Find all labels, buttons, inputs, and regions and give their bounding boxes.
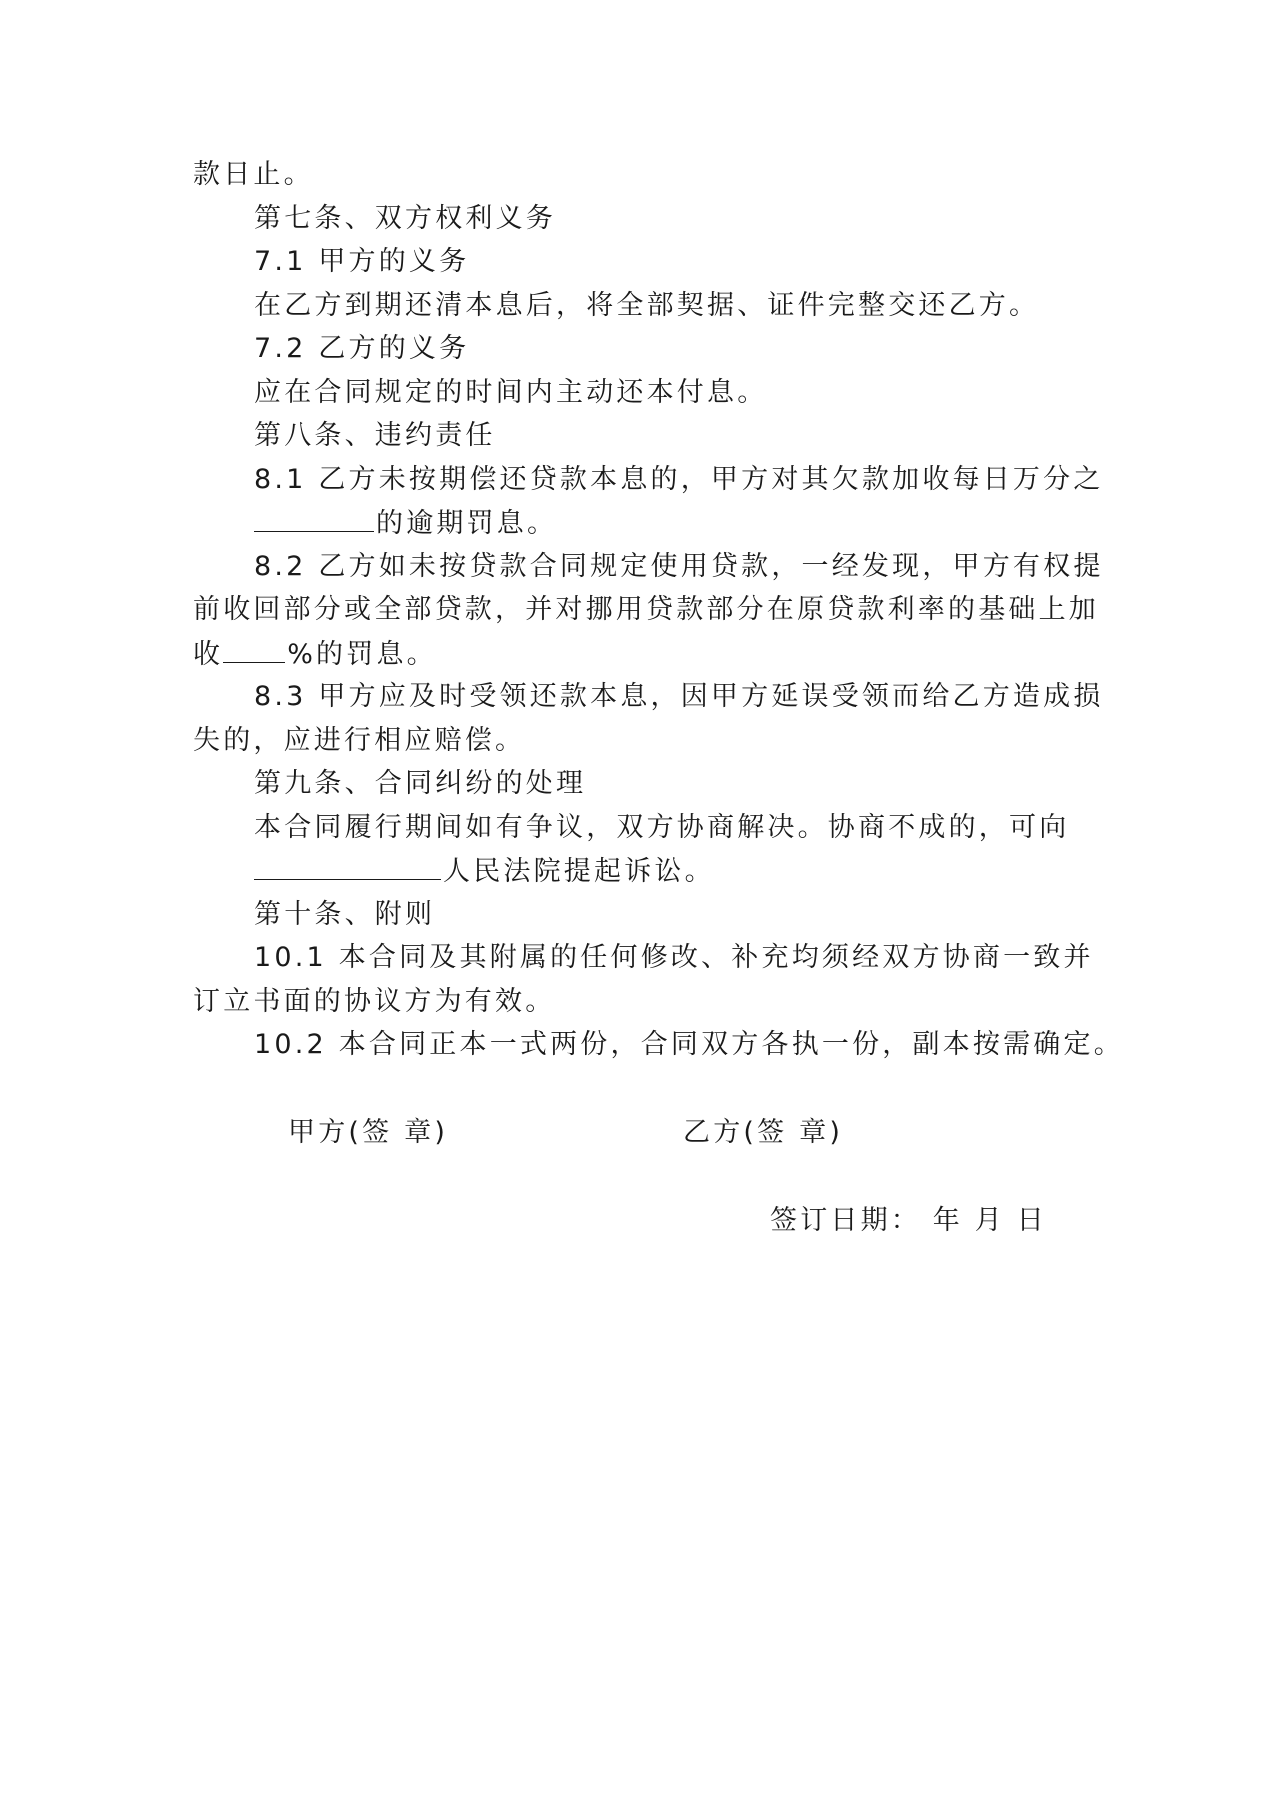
clause-8-3: 8.3 甲方应及时受领还款本息，因甲方延误受领而给乙方造成损 (254, 681, 1104, 712)
text-segment: %的罚息。 (287, 638, 437, 670)
clause-heading-7-2: 7.2 乙方的义务 (254, 333, 470, 364)
clause-heading-7-1: 7.1 甲方的义务 (254, 246, 470, 277)
text-line: 本合同履行期间如有争议，双方协商解决。协商不成的，可向 (254, 811, 1070, 843)
contract-body (193, 153, 1124, 1067)
clause-8-1-continued (193, 501, 1093, 545)
text-line: 失的，应进行相应赔偿。 (193, 724, 526, 756)
text-line: 前收回部分或全部贷款，并对挪用贷款部分在原贷款利率的基础上加 (193, 594, 1099, 625)
text-segment: 的逾期罚息。 (376, 508, 558, 539)
fill-in-blank (254, 849, 441, 880)
fill-in-blank (254, 501, 374, 532)
text-line: 订立书面的协议方为有效。 (193, 985, 556, 1017)
text-segment: 收 (193, 638, 224, 670)
text-line: 款日止。 (193, 159, 314, 190)
party-b-signature: 乙方(签 章) (683, 1117, 844, 1148)
article-heading-8: 第八条、违约责任 (254, 420, 496, 451)
text-line: 应在合同规定的时间内主动还本付息。 (254, 376, 768, 408)
text-line: 在乙方到期还清本息后，将全部契据、证件完整交还乙方。 (254, 289, 1040, 321)
article-heading-10: 第十条、附则 (254, 898, 436, 930)
clause-8-1: 8.1 乙方未按期偿还贷款本息的，甲方对其欠款加收每日万分之 (254, 463, 1104, 495)
signing-date: 签订日期： 年 月 日 (770, 1205, 1047, 1236)
text-segment: 人民法院提起诉讼。 (443, 856, 715, 887)
fill-in-blank (223, 632, 285, 663)
clause-10-2: 10.2 本合同正本一式两份，合同双方各执一份，副本按需确定。 (254, 1029, 1124, 1060)
clause-10-1: 10.1 本合同及其附属的任何修改、补充均须经双方协商一致并 (254, 942, 1094, 973)
court-line (193, 849, 1093, 893)
clause-8-2: 8.2 乙方如未按贷款合同规定使用贷款，一经发现，甲方有权提 (254, 550, 1104, 582)
party-a-signature: 甲方(签 章) (288, 1117, 449, 1148)
article-heading-7: 第七条、双方权利义务 (254, 202, 556, 234)
article-heading-9: 第九条、合同纠纷的处理 (254, 768, 587, 799)
clause-8-2-continued (193, 632, 1093, 676)
